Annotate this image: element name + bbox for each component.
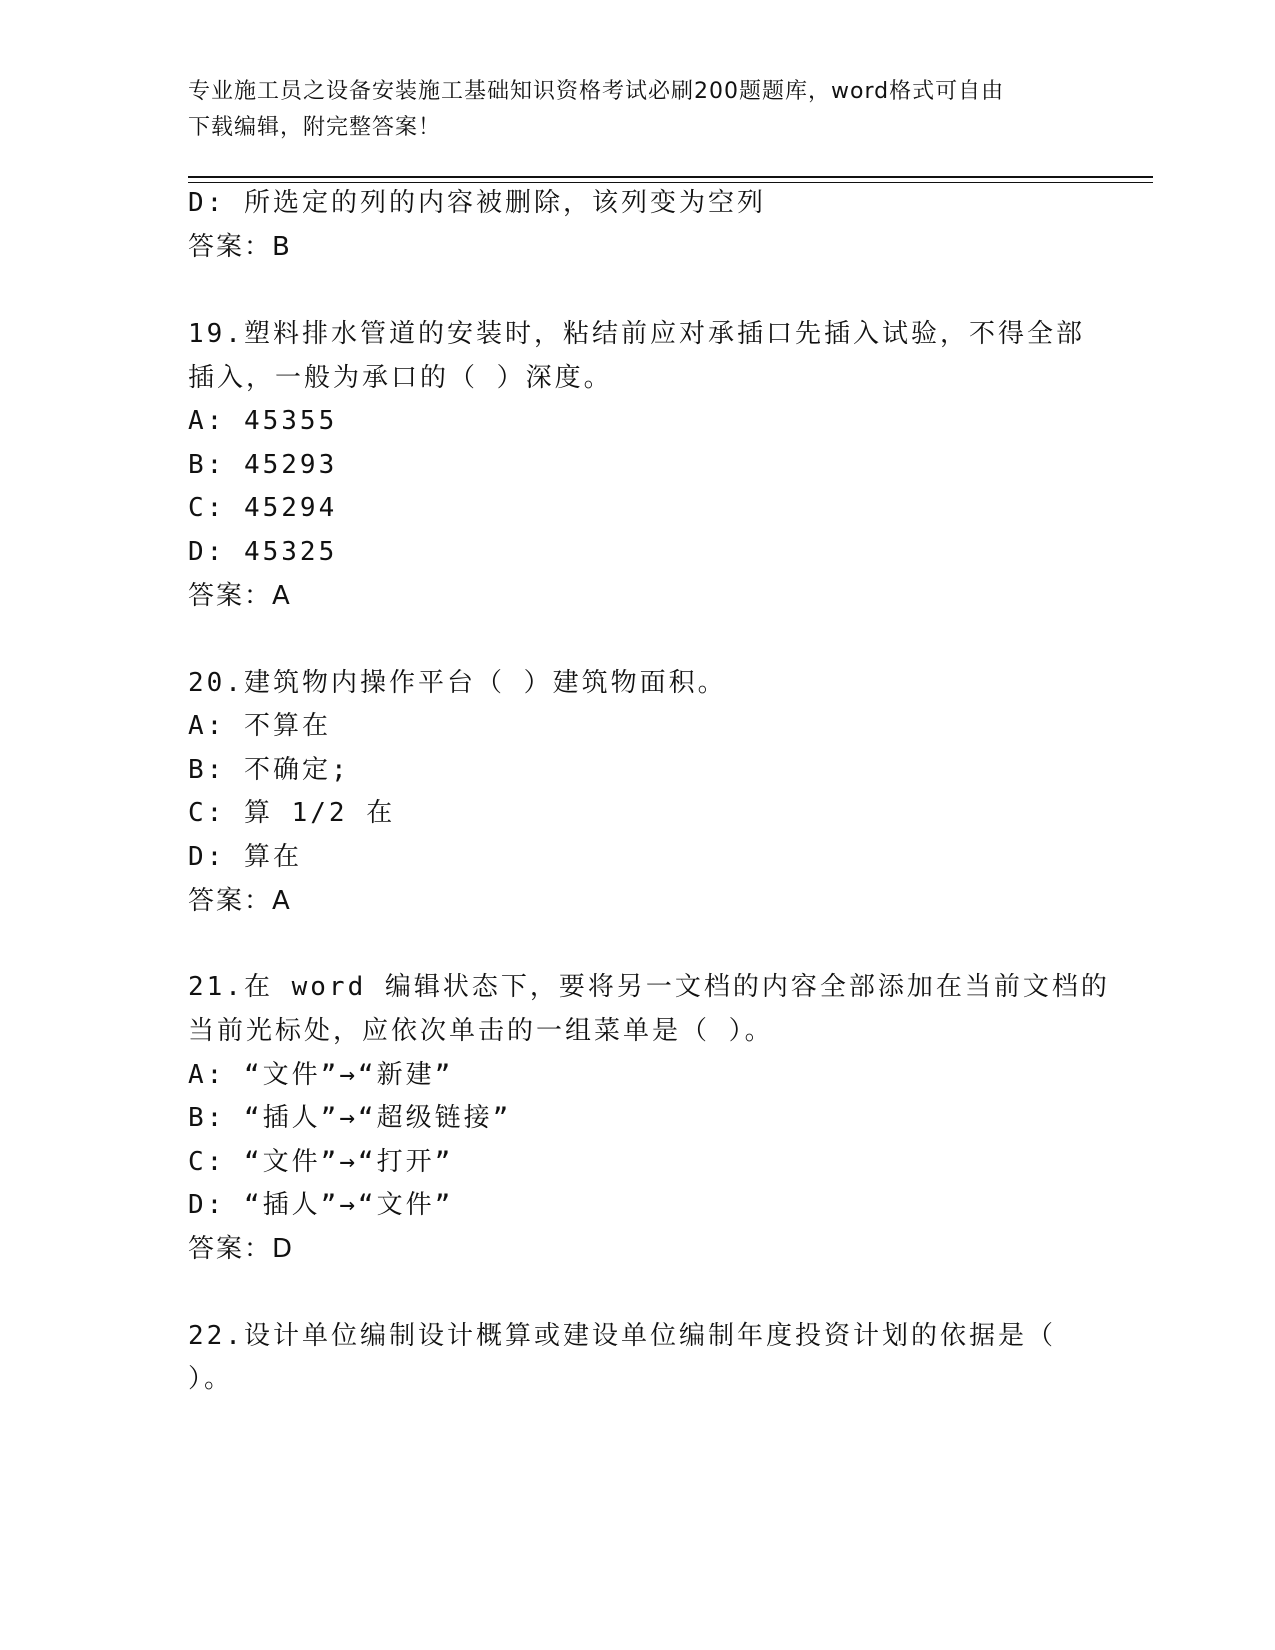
q20-text-line-1: 20.建筑物内操作平台（ ）建筑物面积。 [188,668,727,698]
header-title-line-1: 专业施工员之设备安装施工基础知识资格考试必刷200题题库，word格式可自由 [188,79,1005,104]
q21-option-a: A: “文件”→“新建” [188,1060,454,1090]
q21-text-line-2: 当前光标处，应依次单击的一组菜单是（ ）。 [188,1016,774,1046]
q21-option-b: B: “插人”→“超级链接” [188,1103,512,1133]
q19-answer: 答案：A [188,581,292,611]
q19-option-a: A: 45355 [188,406,338,436]
header-divider-thick [188,176,1153,178]
q20-option-a: A: 不算在 [188,711,331,741]
q21-option-c: C: “文件”→“打开” [188,1147,454,1177]
q20-answer: 答案：A [188,886,292,916]
header-title-line-2: 下载编辑，附完整答案！ [188,115,442,140]
q20-option-d: D: 算在 [188,842,302,872]
q19-text-line-1: 19.塑料排水管道的安装时，粘结前应对承插口先插入试验，不得全部 [188,319,1085,349]
q20-option-b: B: 不确定; [188,755,350,785]
q20-option-c: C: 算 1/2 在 [188,798,396,828]
q22-text-line-1: 22.设计单位编制设计概算或建设单位编制年度投资计划的依据是（ [188,1321,1056,1351]
q21-text-line-1: 21.在 word 编辑状态下，要将另一文档的内容全部添加在当前文档的 [188,972,1110,1002]
document-header [188,74,1068,146]
q19-option-d: D: 45325 [188,537,338,567]
q19-option-c: C: 45294 [188,493,338,523]
prev-option-d: D: 所选定的列的内容被删除，该列变为空列 [188,188,766,218]
q22-text-line-2: ）。 [188,1364,234,1394]
q19-text-line-2: 插入，一般为承口的（ ）深度。 [188,363,613,393]
header-divider-thin [188,182,1153,183]
q21-answer: 答案：D [188,1234,295,1264]
prev-answer: 答案：B [188,232,292,262]
q21-option-d: D: “插人”→“文件” [188,1190,454,1220]
q19-option-b: B: 45293 [188,450,338,480]
